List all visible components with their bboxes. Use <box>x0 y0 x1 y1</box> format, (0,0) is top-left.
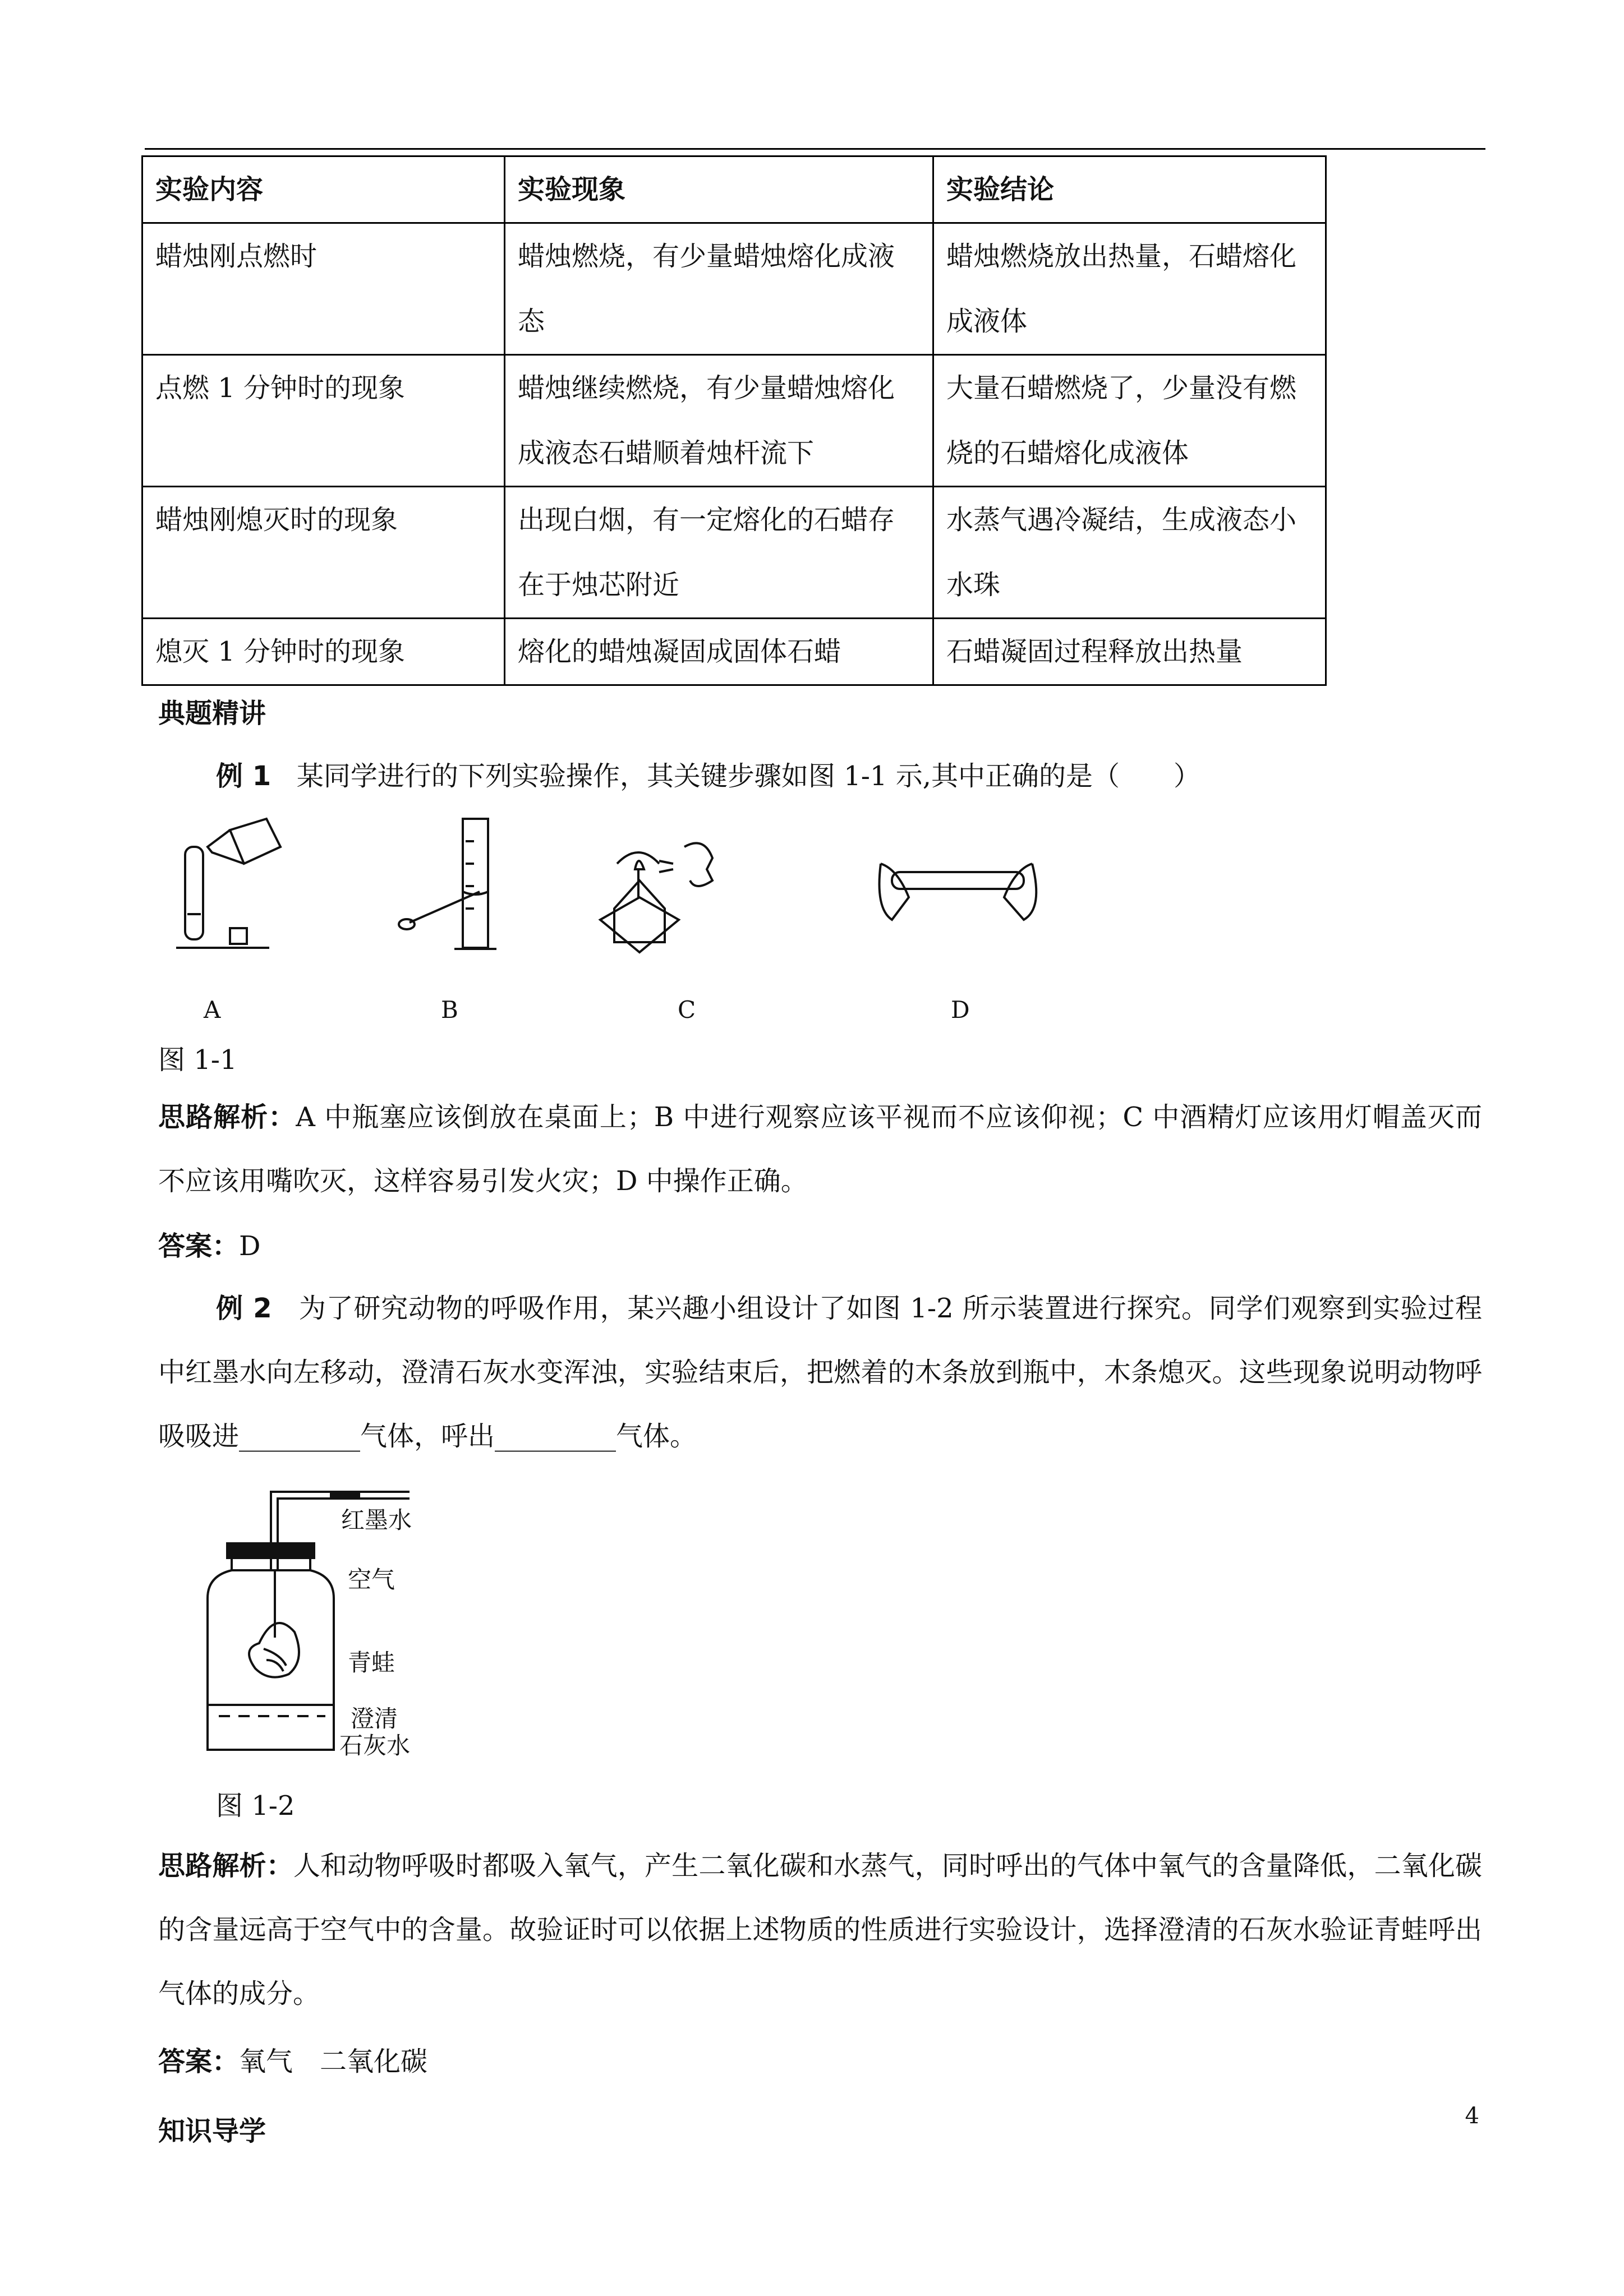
header-cell: 实验结论 <box>933 156 1326 223</box>
header-rule <box>145 148 1485 150</box>
table-cell: 点燃 1 分钟时的现象 <box>142 355 505 487</box>
table-cell: 蜡烛燃烧，有少量蜡烛熔化成液态 <box>505 223 933 355</box>
table-row <box>142 487 1326 619</box>
analysis-label: 思路解析： <box>158 1101 296 1133</box>
answer-label: 答案： <box>158 2046 240 2077</box>
answer-value: 氧气 二氧化碳 <box>239 2046 428 2077</box>
analysis-text: A 中瓶塞应该倒放在桌面上；B 中进行观察应该平视而不应该仰视；C 中酒精灯应该用灯帽盖灭而不应该用嘴吹灭，这样容易引发火灾；D 中操作正确。 <box>158 1101 1482 1197</box>
table-cell: 熄灭 1 分钟时的现象 <box>142 619 505 685</box>
figure-option-d: D <box>951 996 970 1023</box>
figure-label-air: 空气 <box>348 1566 395 1593</box>
section-heading-dianti: 典题精讲 <box>158 698 266 729</box>
table-cell: 石蜡凝固过程释放出热量 <box>933 619 1326 685</box>
example-1-text: 某同学进行的下列实验操作，其关键步骤如图 1-1 示,其中正确的是（ ） <box>296 760 1200 792</box>
pouring-liquid-icon <box>176 819 280 948</box>
graduated-cylinder-icon <box>399 819 496 949</box>
example-2-answer <box>158 2045 427 2078</box>
table-cell: 蜡烛继续燃烧，有少量蜡烛熔化成液态石蜡顺着烛杆流下 <box>505 355 933 487</box>
alcohol-lamp-icon <box>600 843 712 952</box>
example-1-question <box>216 759 1200 793</box>
answer-label: 答案： <box>158 1230 240 1262</box>
figure-label-limewater: 石灰水 <box>339 1732 411 1759</box>
experiment-table <box>141 155 1327 686</box>
test-tube-hands-icon <box>880 864 1037 920</box>
figure-label-frog: 青蛙 <box>348 1649 395 1676</box>
example-2-text: 为了研究动物的呼吸作用，某兴趣小组设计了如图 1-2 所示装置进行探究。同学们观察到实验过程中红墨水向左移动，澄清石灰水变浑浊，实验结束后，把燃着的木条放到瓶中，木条熄灭。这些现象说明动物呼吸吸进_________气体，呼出_________气体。 <box>158 1293 1482 1452</box>
header-cell: 实验内容 <box>142 156 505 223</box>
table-cell: 蜡烛刚熄灭时的现象 <box>142 487 505 619</box>
example-1-analysis <box>158 1085 1482 1213</box>
analysis-text: 人和动物呼吸时都吸入氧气，产生二氧化碳和水蒸气，同时呼出的气体中氧气的含量降低，二氧化碳的含量远高于空气中的含量。故验证时可以依据上述物质的性质进行实验设计，选择澄清的石灰水验证青蛙呼出气体的成分。 <box>158 1850 1482 2009</box>
figure-option-b: B <box>441 996 458 1023</box>
example-2-analysis <box>158 1834 1482 2026</box>
example-2-question <box>158 1276 1482 1468</box>
section-heading-zhishi: 知识导学 <box>158 2115 266 2147</box>
table-cell: 出现白烟，有一定熔化的石蜡存在于烛芯附近 <box>505 487 933 619</box>
table-header-row <box>142 156 1326 223</box>
example-1-label: 例 1 <box>216 760 272 792</box>
table-cell: 水蒸气遇冷凝结，生成液态小水珠 <box>933 487 1326 619</box>
table-cell: 熔化的蜡烛凝固成固体石蜡 <box>505 619 933 685</box>
table-cell: 蜡烛刚点燃时 <box>142 223 505 355</box>
figure-1-1-caption: 图 1-1 <box>158 1044 237 1076</box>
figure-label-clear: 澄清 <box>351 1705 398 1732</box>
figure-1-1-illustrations <box>151 808 1060 965</box>
table-cell: 蜡烛燃烧放出热量，石蜡熔化成液体 <box>933 223 1326 355</box>
table-row <box>142 619 1326 685</box>
analysis-label: 思路解析： <box>158 1850 293 1882</box>
figure-option-a: A <box>204 996 221 1023</box>
table-row <box>142 223 1326 355</box>
example-2-label: 例 2 <box>216 1293 272 1324</box>
table-row <box>142 355 1326 487</box>
figure-1-2-caption: 图 1-2 <box>216 1790 295 1822</box>
page-number: 4 <box>1465 2103 1479 2129</box>
table-cell: 大量石蜡燃烧了，少量没有燃烧的石蜡熔化成液体 <box>933 355 1326 487</box>
header-cell: 实验现象 <box>505 156 933 223</box>
answer-value: D <box>239 1230 261 1262</box>
example-1-answer <box>158 1229 261 1263</box>
figure-option-c: C <box>678 996 696 1023</box>
figure-label-red-ink: 红墨水 <box>341 1506 412 1534</box>
